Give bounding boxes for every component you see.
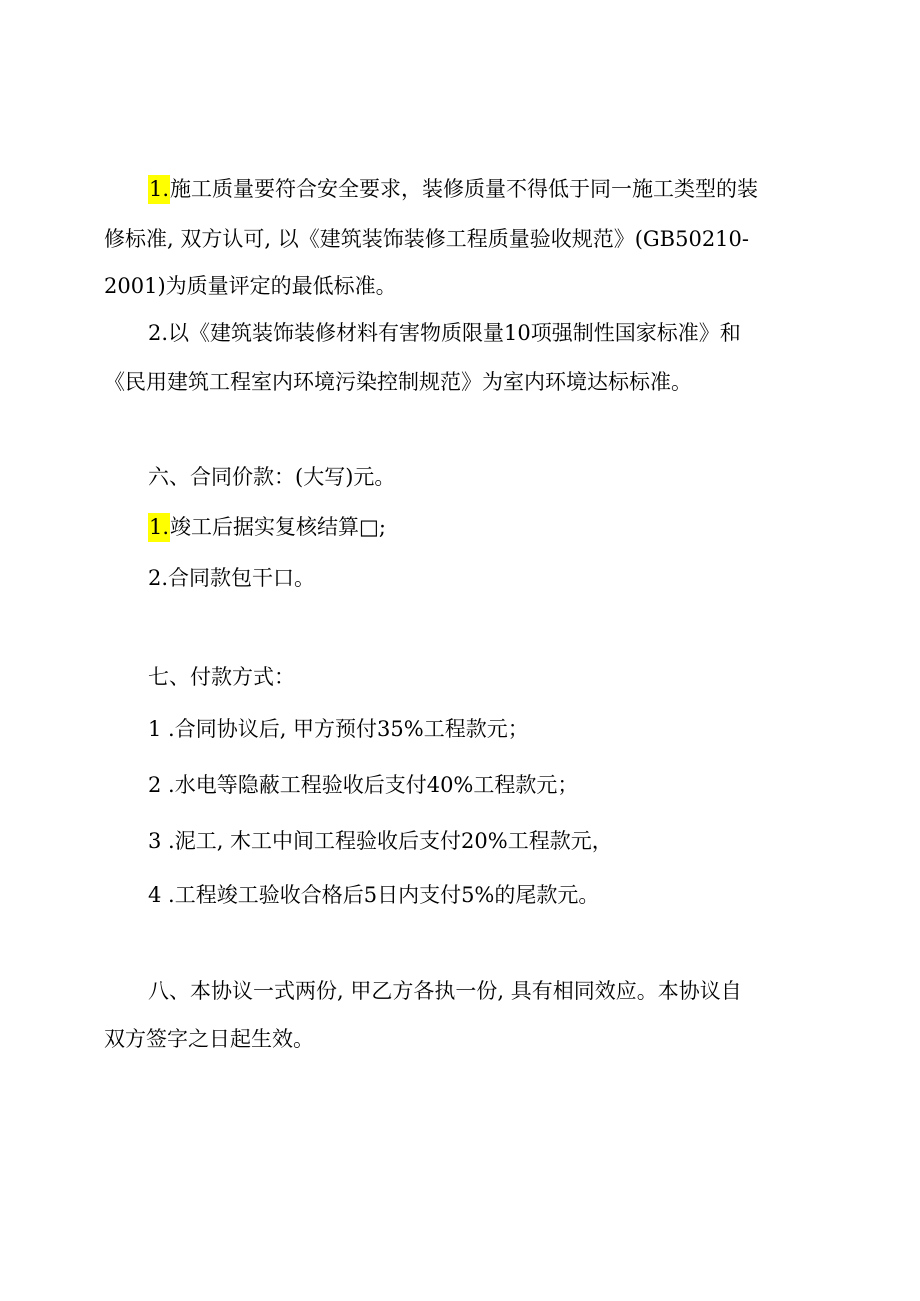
section-6-heading: 六、合同价款：(大写)元。: [148, 465, 396, 489]
section-8-line-1: 八、本协议一式两份, 甲乙方各执一份, 具有相同效应。本协议自: [148, 979, 742, 1003]
highlighted-number: 1.: [148, 175, 170, 204]
section-8-line-2: 双方签字之日起生效。: [104, 1027, 314, 1051]
quality-item-1-text: 施工质量要符合安全要求，装修质量不得低于同一施工类型的装: [170, 177, 759, 201]
payment-item-1: 1 .合同协议后, 甲方预付35%工程款元；: [148, 717, 529, 741]
quality-item-2-line-1: 2.以《建筑装饰装修材料有害物质限量10项强制性国家标准》和: [148, 321, 741, 345]
quality-item-1-line-3: 2001)为质量评定的最低标准。: [104, 274, 397, 298]
section-6-item-1: [148, 512, 386, 542]
quality-item-1-line-2: 修标准, 双方认可, 以《建筑装饰装修工程质量验收规范》(GB50210-: [104, 227, 749, 251]
section-6-item-1-text: 竣工后据实复核结算□;: [170, 515, 386, 539]
quality-item-2-line-2: 《民用建筑工程室内环境污染控制规范》为室内环境达标标准。: [104, 370, 692, 394]
quality-item-1-line-1: [148, 174, 758, 204]
section-6-item-2: 2.合同款包干口。: [148, 566, 316, 590]
highlighted-number: 1.: [148, 513, 170, 542]
payment-item-3: 3 .泥工, 木工中间工程验收后支付20%工程款元，: [148, 829, 613, 853]
section-7-heading: 七、付款方式：: [148, 665, 295, 689]
payment-item-4: 4 .工程竣工验收合格后5日内支付5%的尾款元。: [148, 883, 600, 907]
payment-item-2: 2 .水电等隐蔽工程验收后支付40%工程款元；: [148, 773, 579, 797]
